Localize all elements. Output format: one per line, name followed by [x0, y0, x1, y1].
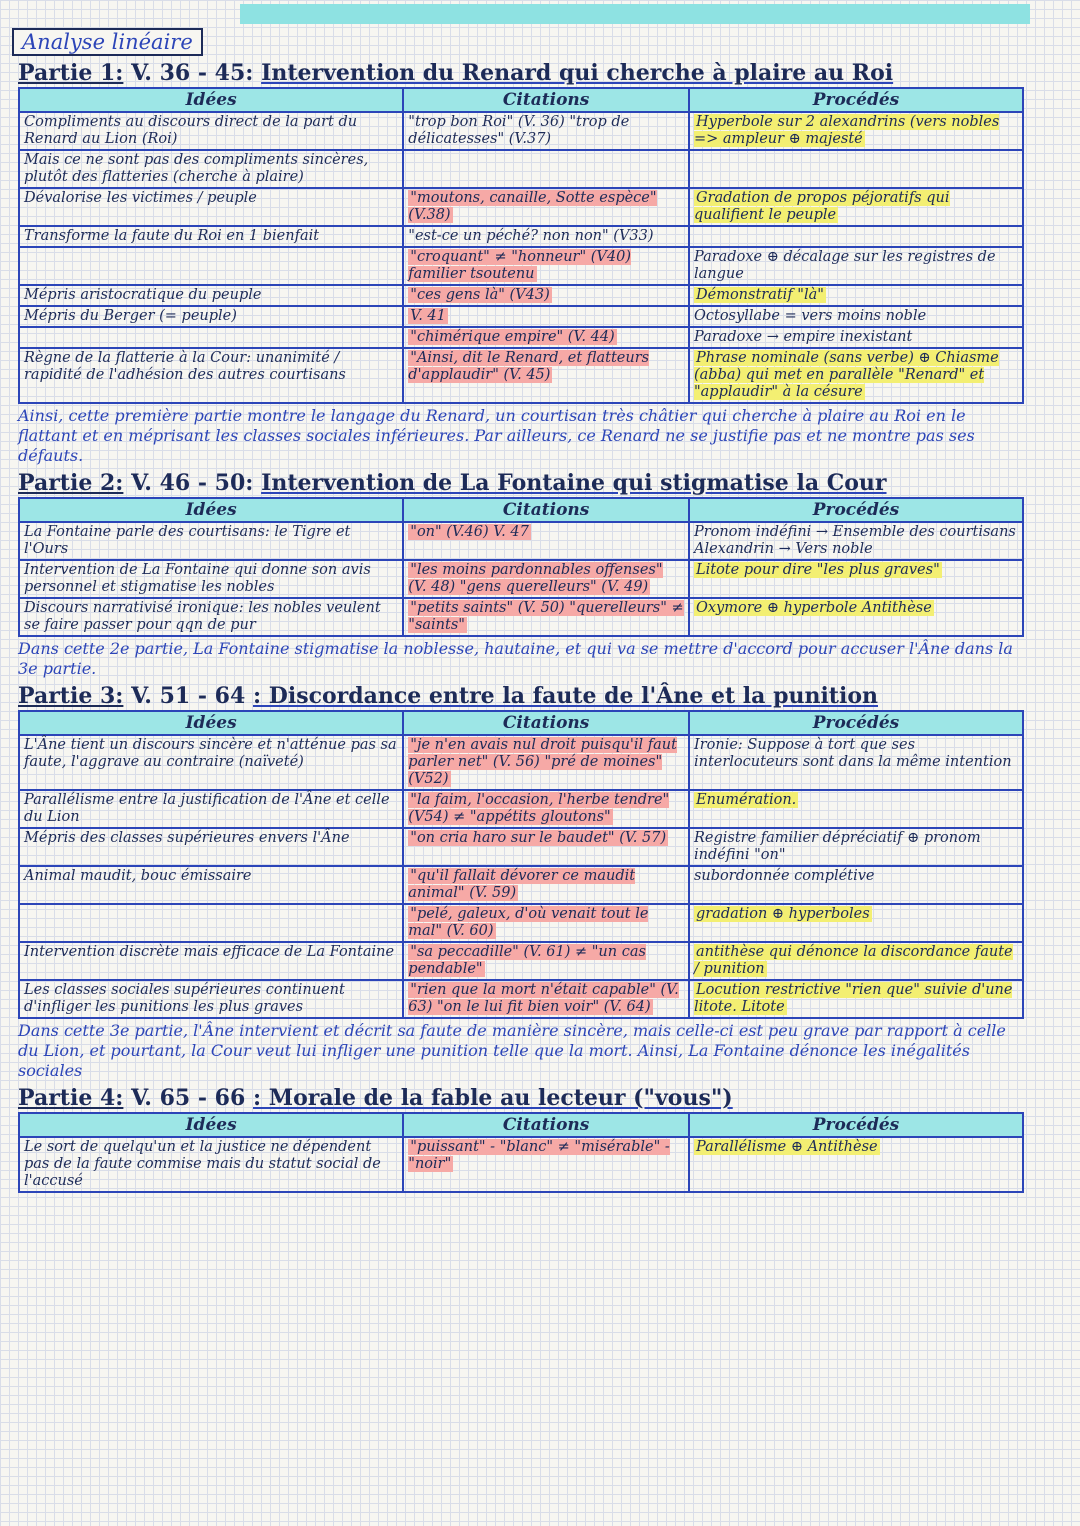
idea-cell — [19, 904, 403, 942]
idea-cell — [19, 790, 403, 828]
part-title — [18, 60, 1030, 86]
quote-cell — [403, 247, 689, 285]
part-topic: Intervention du Renard qui cherche à plaire au Roi — [261, 60, 894, 86]
table-row — [19, 1137, 1023, 1192]
quote-text: "puissant" - "blanc" ≠ "misérable" - "noir" — [408, 1139, 670, 1172]
quote-cell — [403, 306, 689, 327]
idea-text: Transforme la faute du Roi en 1 bienfait — [24, 228, 320, 244]
part-label: Partie 1: — [18, 60, 124, 86]
quote-cell — [403, 598, 689, 636]
table-row — [19, 247, 1023, 285]
device-cell — [689, 1137, 1023, 1192]
idea-text: Mépris aristocratique du peuple — [24, 287, 262, 303]
quote-text: V. 41 — [410, 308, 446, 324]
device-text: Paradoxe → empire inexistant — [693, 329, 913, 345]
header-ideas: Idées — [19, 711, 403, 735]
device-cell — [689, 285, 1023, 306]
title-highlight — [240, 4, 1030, 24]
idea-text: L'Âne tient un discours sincère et n'atténue pas sa faute, l'aggrave au contraire (naïveté) — [24, 737, 397, 770]
device-cell — [689, 904, 1023, 942]
device-text: Ironie: Suppose à tort que ses interlocuteurs sont dans la même intention — [693, 737, 1012, 770]
idea-text: Intervention de La Fontaine qui donne son avis personnel et stigmatise les nobles — [24, 562, 371, 595]
quote-cell — [403, 942, 689, 980]
quote-cell — [403, 904, 689, 942]
quote-text: "qu'il fallait dévorer ce maudit animal" (V. 59) — [408, 868, 636, 901]
table-row — [19, 904, 1023, 942]
part-verse-range: V. 46 - 50: — [131, 470, 254, 496]
table-row — [19, 560, 1023, 598]
idea-text: Parallélisme entre la justification de l'Âne et celle du Lion — [24, 792, 390, 825]
table-row — [19, 112, 1023, 150]
device-text: Oxymore ⊕ hyperbole Antithèse — [695, 600, 932, 616]
part-title — [18, 470, 1030, 496]
idea-text: Le sort de quelqu'un et la justice ne dépendent pas de la faute commise mais du statut social de l'accusé — [24, 1139, 381, 1189]
quote-text: "on" (V.46) V. 47 — [410, 524, 529, 540]
header-quotes: Citations — [403, 88, 689, 112]
idea-cell — [19, 112, 403, 150]
header-devices: Procédés — [689, 498, 1023, 522]
page — [12, 28, 1030, 1193]
idea-cell — [19, 522, 403, 560]
device-cell — [689, 522, 1023, 560]
quote-text: "Ainsi, dit le Renard, et flatteurs d'applaudir" (V. 45) — [408, 350, 650, 383]
device-text: Phrase nominale (sans verbe) ⊕ Chiasme (abba) qui met en parallèle "Renard" et "applaudir" à la césure — [693, 350, 999, 400]
device-text: antithèse qui dénonce la discordance faute / punition — [693, 944, 1013, 977]
quote-cell — [403, 560, 689, 598]
quote-cell — [403, 226, 689, 247]
part-topic: Intervention de La Fontaine qui stigmatise la Cour — [261, 470, 887, 496]
table-row — [19, 598, 1023, 636]
quote-cell — [403, 522, 689, 560]
idea-cell — [19, 598, 403, 636]
idea-cell — [19, 735, 403, 790]
device-cell — [689, 327, 1023, 348]
device-cell — [689, 150, 1023, 188]
device-cell — [689, 735, 1023, 790]
analysis-table — [18, 497, 1024, 637]
device-cell — [689, 980, 1023, 1018]
header-ideas: Idées — [19, 1113, 403, 1137]
idea-cell — [19, 980, 403, 1018]
device-cell — [689, 560, 1023, 598]
header-quotes: Citations — [403, 711, 689, 735]
table-row — [19, 735, 1023, 790]
idea-cell — [19, 247, 403, 285]
quote-cell — [403, 735, 689, 790]
header-ideas: Idées — [19, 498, 403, 522]
part-title — [18, 1085, 1030, 1111]
idea-text: La Fontaine parle des courtisans: le Tigre et l'Ours — [24, 524, 351, 557]
table-header-row — [19, 711, 1023, 735]
device-cell — [689, 247, 1023, 285]
table-row — [19, 188, 1023, 226]
table-header-row — [19, 498, 1023, 522]
quote-text: "chimérique empire" (V. 44) — [410, 329, 615, 345]
idea-cell — [19, 348, 403, 403]
part-label: Partie 3: — [18, 683, 124, 709]
header-quotes: Citations — [403, 1113, 689, 1137]
quote-cell — [403, 790, 689, 828]
analysis-table — [18, 1112, 1024, 1193]
idea-text: Mais ce ne sont pas des compliments sincères, plutôt des flatteries (cherche à plaire) — [24, 152, 369, 185]
idea-cell — [19, 306, 403, 327]
part-verse-range: V. 36 - 45: — [131, 60, 254, 86]
quote-cell — [403, 348, 689, 403]
part-summary: Dans cette 2e partie, La Fontaine stigmatise la noblesse, hautaine, et qui va se mettre d'accord pour accuser l'Âne dans la 3e partie. — [18, 639, 1013, 678]
idea-text: Mépris du Berger (= peuple) — [24, 308, 237, 324]
device-text: Octosyllabe = vers moins noble — [693, 308, 927, 324]
quote-cell — [403, 866, 689, 904]
part-summary: Dans cette 3e partie, l'Âne intervient et décrit sa faute de manière sincère, mais celle-ci est peu grave par rapport à celle du Lion, et pourtant, la Cour veut lui infliger une punition telle que la mort. Ainsi, La Fontaine dénonce les inégalités sociales — [18, 1021, 1006, 1080]
device-text: gradation ⊕ hyperboles — [695, 906, 870, 922]
header-devices: Procédés — [689, 88, 1023, 112]
quote-cell — [403, 327, 689, 348]
table-row — [19, 226, 1023, 247]
idea-text: Les classes sociales supérieures continuent d'infliger les punitions les plus graves — [24, 982, 345, 1015]
quote-text: "est-ce un péché? non non" (V33) — [408, 228, 654, 244]
part-summary: Ainsi, cette première partie montre le langage du Renard, un courtisan très châtier qui cherche à plaire au Roi en le flattant et en méprisant les classes sociales inférieures. Par ailleurs, ce Renard ne se justifie pas et ne montre pas ses défauts. — [18, 406, 975, 465]
idea-text: Dévalorise les victimes / peuple — [24, 190, 257, 206]
idea-text: Intervention discrète mais efficace de La Fontaine — [24, 944, 395, 960]
idea-text: Discours narrativisé ironique: les nobles veulent se faire passer pour qqn de pur — [24, 600, 381, 633]
part-topic: : Discordance entre la faute de l'Âne et la punition — [252, 683, 878, 709]
table-row — [19, 150, 1023, 188]
quote-text: "trop bon Roi" (V. 36) "trop de délicatesses" (V.37) — [408, 114, 630, 147]
idea-cell — [19, 866, 403, 904]
idea-cell — [19, 226, 403, 247]
table-row — [19, 866, 1023, 904]
device-cell — [689, 306, 1023, 327]
device-cell — [689, 790, 1023, 828]
quote-text: "les moins pardonnables offenses" (V. 48) "gens querelleurs" (V. 49) — [408, 562, 663, 595]
quote-text: "rien que la mort n'était capable" (V. 63) "on le lui fit bien voir" (V. 64) — [408, 982, 679, 1015]
document-title: Analyse linéaire — [12, 28, 203, 56]
quote-text: "on cria haro sur le baudet" (V. 57) — [410, 830, 667, 846]
quote-text: "croquant" ≠ "honneur" (V40) familier tsoutenu — [408, 249, 631, 282]
idea-cell — [19, 942, 403, 980]
table-row — [19, 285, 1023, 306]
device-cell — [689, 942, 1023, 980]
quote-cell — [403, 188, 689, 226]
idea-text: Mépris des classes supérieures envers l'Âne — [24, 830, 350, 846]
device-cell — [689, 226, 1023, 247]
table-row — [19, 980, 1023, 1018]
device-text: Litote pour dire "les plus graves" — [695, 562, 940, 578]
table-header-row — [19, 1113, 1023, 1137]
quote-text: "je n'en avais nul droit puisqu'il faut parler net" (V. 56) "pré de moines" (V52) — [408, 737, 677, 787]
idea-cell — [19, 1137, 403, 1192]
table-row — [19, 828, 1023, 866]
idea-cell — [19, 828, 403, 866]
header-devices: Procédés — [689, 1113, 1023, 1137]
quote-cell — [403, 150, 689, 188]
quote-text: "ces gens là" (V43) — [410, 287, 550, 303]
idea-cell — [19, 150, 403, 188]
device-cell — [689, 598, 1023, 636]
quote-cell — [403, 828, 689, 866]
device-text: subordonnée complétive — [693, 868, 875, 884]
device-cell — [689, 828, 1023, 866]
quote-text: "petits saints" (V. 50) "querelleurs" ≠ "saints" — [408, 600, 684, 633]
part-verse-range: V. 65 - 66 — [131, 1085, 246, 1111]
analysis-table — [18, 87, 1024, 404]
idea-text: Règne de la flatterie à la Cour: unanimité / rapidité de l'adhésion des autres courtisans — [24, 350, 346, 383]
table-row — [19, 327, 1023, 348]
device-cell — [689, 188, 1023, 226]
part-label: Partie 2: — [18, 470, 124, 496]
part-topic: : Morale de la fable au lecteur ("vous") — [252, 1085, 733, 1111]
table-row — [19, 348, 1023, 403]
device-text: Parallélisme ⊕ Antithèse — [695, 1139, 878, 1155]
header-ideas: Idées — [19, 88, 403, 112]
quote-cell — [403, 285, 689, 306]
part-verse-range: V. 51 - 64 — [131, 683, 246, 709]
idea-cell — [19, 327, 403, 348]
analysis-table — [18, 710, 1024, 1019]
device-cell — [689, 866, 1023, 904]
parts-container — [12, 60, 1030, 1193]
device-text: Enumération. — [695, 792, 797, 808]
quote-cell — [403, 980, 689, 1018]
device-text: Paradoxe ⊕ décalage sur les registres de langue — [693, 249, 996, 282]
idea-cell — [19, 560, 403, 598]
part-label: Partie 4: — [18, 1085, 124, 1111]
device-cell — [689, 112, 1023, 150]
part-title — [18, 683, 1030, 709]
table-header-row — [19, 88, 1023, 112]
table-row — [19, 522, 1023, 560]
idea-cell — [19, 188, 403, 226]
table-row — [19, 790, 1023, 828]
quote-cell — [403, 1137, 689, 1192]
idea-text: Animal maudit, bouc émissaire — [24, 868, 252, 884]
device-text: Gradation de propos péjoratifs qui qualifient le peuple — [693, 190, 950, 223]
quote-text: "moutons, canaille, Sotte espèce" (V.38) — [408, 190, 657, 223]
device-text: Démonstratif "là" — [695, 287, 824, 303]
device-cell — [689, 348, 1023, 403]
device-text: Pronom indéfini → Ensemble des courtisans Alexandrin → Vers noble — [693, 524, 1016, 557]
quote-cell — [403, 112, 689, 150]
device-text: Locution restrictive "rien que" suivie d'une litote. Litote — [693, 982, 1013, 1015]
idea-cell — [19, 285, 403, 306]
table-row — [19, 942, 1023, 980]
quote-text: "sa peccadille" (V. 61) ≠ "un cas pendable" — [408, 944, 646, 977]
quote-text: "pelé, galeux, d'où venait tout le mal" (V. 60) — [408, 906, 649, 939]
table-row — [19, 306, 1023, 327]
device-text: Hyperbole sur 2 alexandrins (vers nobles => ampleur ⊕ majesté — [693, 114, 1000, 147]
device-text: Registre familier dépréciatif ⊕ pronom indéfini "on" — [693, 830, 981, 863]
header-devices: Procédés — [689, 711, 1023, 735]
header-quotes: Citations — [403, 498, 689, 522]
idea-text: Compliments au discours direct de la part du Renard au Lion (Roi) — [24, 114, 358, 147]
quote-text: "la faim, l'occasion, l'herbe tendre" (V54) ≠ "appétits gloutons" — [408, 792, 670, 825]
